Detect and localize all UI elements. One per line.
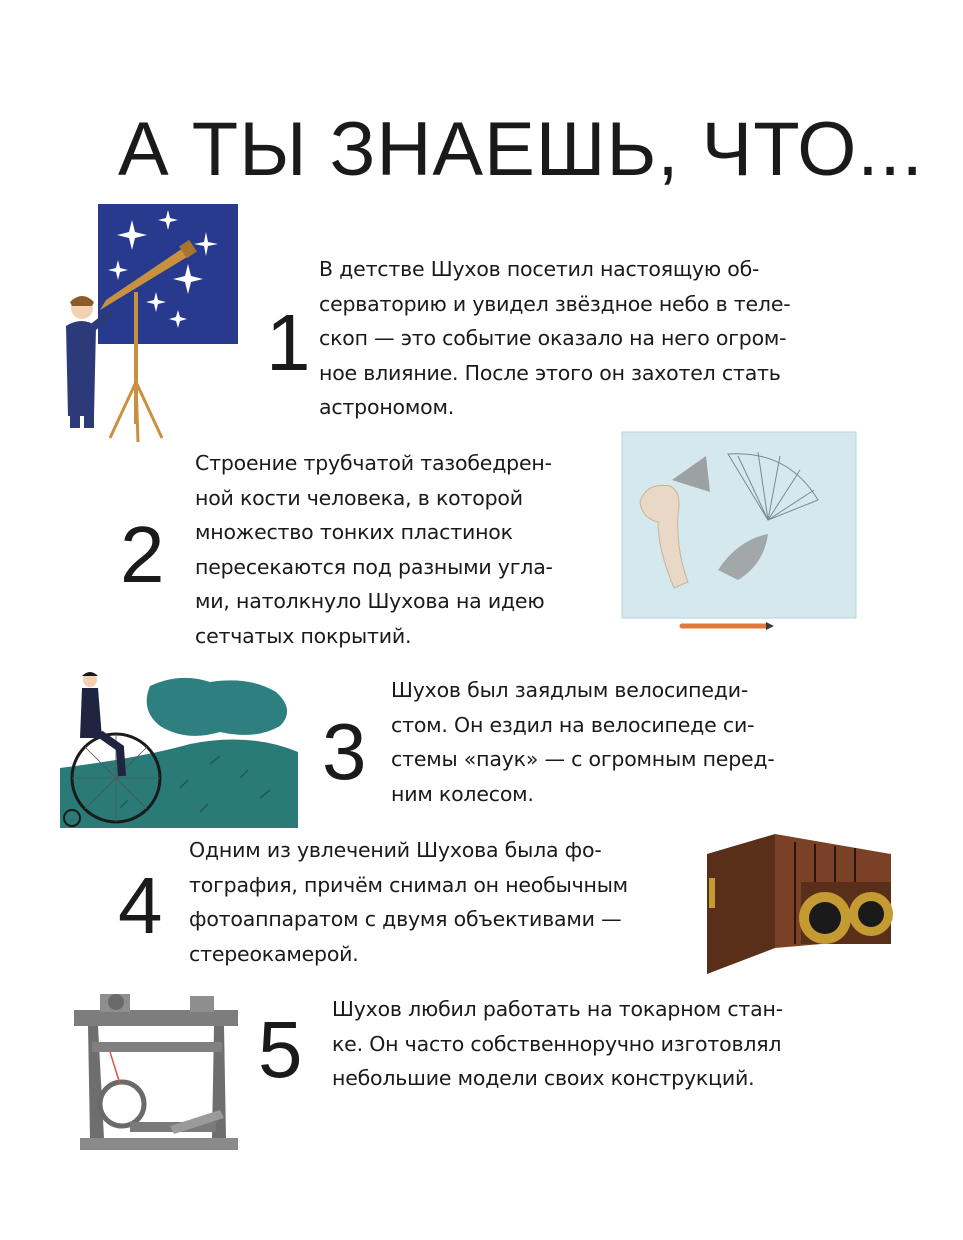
fact-line: ке. Он часто собственноручно изготовлял — [332, 1031, 782, 1056]
telescope-stargazer-illustration — [58, 202, 240, 444]
fact-line: ми, натолкнуло Шухова на идею — [195, 589, 545, 613]
fact-line: стереокамерой. — [189, 941, 359, 966]
fact-text-2 — [195, 446, 553, 653]
fact-line: пересекаются под разными угла- — [195, 554, 553, 579]
fact-line: стом. Он ездил на велосипеде си- — [391, 712, 755, 737]
fact-text-1 — [319, 252, 790, 425]
fact-line: тография, причём снимал он необычным — [189, 872, 628, 897]
fact-line: Шухов был заядлым велосипеди- — [391, 678, 749, 702]
fact-line: ним колесом. — [391, 781, 534, 806]
penny-farthing-rider-illustration — [60, 668, 302, 834]
fact-line: множество тонких пластинок — [195, 520, 513, 544]
fact-number-5: 5 — [258, 1005, 303, 1094]
page-title: А ТЫ ЗНАЕШЬ, ЧТО... — [118, 107, 924, 192]
fact-line: фотоаппаратом с двумя объективами — — [189, 907, 622, 931]
fact-line: скоп — это событие оказало на него огром- — [319, 326, 787, 350]
fact-number-1: 1 — [266, 298, 311, 387]
fact-line: небольшие модели своих конструкций. — [332, 1066, 755, 1090]
fact-line: астрономом. — [319, 395, 455, 419]
fact-line: Шухов любил работать на токарном стан- — [332, 997, 783, 1021]
fact-line: ное влияние. После этого он захотел стать — [319, 360, 781, 385]
fact-line: серваторию и увидел звёздное небо в теле- — [319, 291, 791, 316]
bone-structure-drawing-illustration — [618, 430, 860, 636]
fact-text-5 — [332, 992, 783, 1096]
fact-line: стемы «паук» — с огромным перед- — [391, 747, 775, 771]
fact-text-3 — [391, 673, 775, 811]
fact-number-3: 3 — [322, 707, 367, 796]
fact-line: Одним из увлечений Шухова была фо- — [189, 838, 602, 862]
fact-line: Строение трубчатой тазобедрен- — [195, 451, 552, 475]
fact-text-4 — [189, 833, 628, 971]
fact-line: ной кости человека, в которой — [195, 485, 523, 510]
fact-number-2: 2 — [120, 510, 165, 599]
fact-number-4: 4 — [118, 861, 163, 950]
fact-line: В детстве Шухов посетил настоящую об- — [319, 257, 760, 281]
stereo-camera-illustration — [705, 828, 897, 984]
lathe-machine-illustration — [70, 988, 242, 1164]
fact-line: сетчатых покрытий. — [195, 623, 412, 648]
